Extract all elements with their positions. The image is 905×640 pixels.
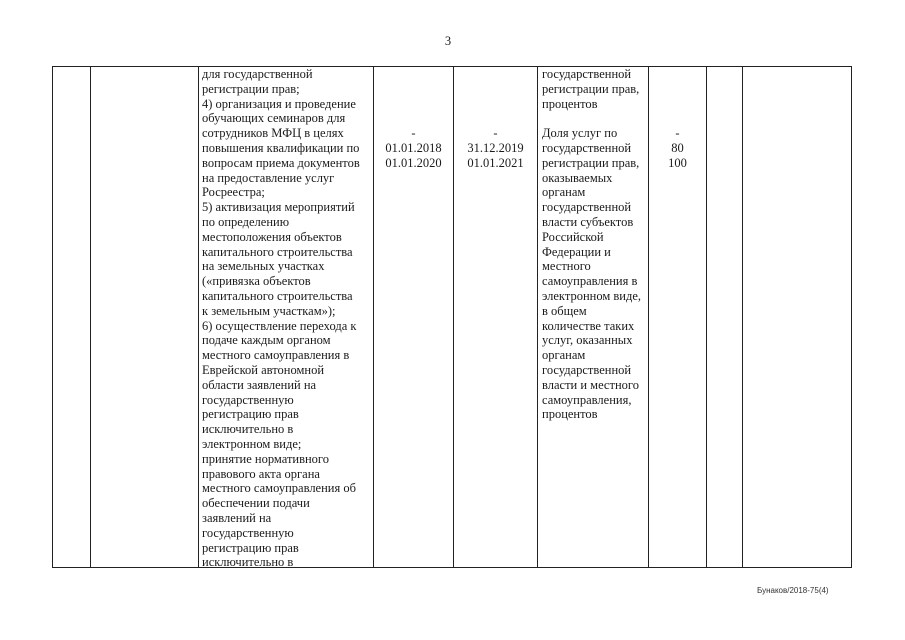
text-line: 4) организация и проведение — [202, 96, 356, 111]
text-line: Еврейской автономной — [202, 362, 325, 377]
text-line: в общем — [542, 303, 587, 318]
text-line: 100 — [668, 155, 687, 170]
cell-end-dates — [454, 67, 537, 171]
text-line: по определению — [202, 214, 290, 229]
text-line: на предоставление услуг — [202, 170, 335, 185]
text-line: 01.01.2018 — [385, 140, 442, 155]
text-line: власти и местного — [542, 377, 639, 392]
text-line: процентов — [542, 407, 598, 422]
text-line: («привязка объектов — [202, 274, 311, 289]
column-divider — [706, 67, 707, 567]
text-line: 31.12.2019 — [467, 140, 524, 155]
cell-measures — [199, 67, 373, 570]
text-line: капитального строительства — [202, 288, 353, 303]
text-line: органам — [542, 348, 586, 363]
text-line: вопросам приема документов — [202, 155, 360, 170]
text-line: 01.01.2020 — [385, 155, 442, 170]
text-line: - — [493, 126, 498, 141]
text-line: заявлений на — [202, 510, 272, 525]
text-line: области заявлений на — [202, 377, 317, 392]
text-line: регистрации прав, — [542, 81, 640, 96]
text-line: самоуправления в — [542, 274, 638, 289]
text-line: Российской — [542, 229, 604, 244]
cell-values — [649, 67, 706, 171]
cell-indicators — [538, 67, 648, 422]
text-line: электронном виде; — [202, 436, 302, 451]
text-line: исключительно в — [202, 555, 294, 570]
text-line: местного самоуправления об — [202, 481, 356, 496]
text-line: электронном виде, — [542, 288, 641, 303]
text-line: подаче каждым органом — [202, 333, 331, 348]
text-line: местоположения объектов — [202, 229, 342, 244]
text-line: правового акта органа — [202, 466, 320, 481]
text-line: 80 — [671, 140, 684, 155]
page-number: 3 — [444, 34, 452, 48]
text-line: - — [411, 126, 416, 141]
indicator-paragraph — [542, 67, 648, 111]
text-line: обучающих семинаров для — [202, 111, 346, 126]
text-line: 01.01.2021 — [467, 155, 524, 170]
text-line: исключительно в — [202, 422, 294, 437]
text-line: государственную — [202, 392, 294, 407]
text-line: к земельным участкам»); — [202, 303, 336, 318]
text-line: 5) активизация мероприятий — [202, 200, 355, 215]
indicator-paragraph — [542, 126, 648, 422]
text-line: процентов — [542, 96, 598, 111]
column-divider — [90, 67, 91, 567]
text-line: государственной — [542, 140, 632, 155]
text-line: Росреестра; — [202, 185, 265, 200]
text-line: государственной — [542, 362, 632, 377]
text-line: местного — [542, 259, 591, 274]
text-line: государственной — [542, 200, 632, 215]
text-line: услуг, оказанных — [542, 333, 633, 348]
text-line: регистрации прав, — [542, 155, 640, 170]
text-line: регистрации прав; — [202, 81, 300, 96]
cell-start-dates — [374, 67, 453, 171]
text-line: 6) осуществление перехода к — [202, 318, 357, 333]
text-line: количестве таких — [542, 318, 635, 333]
text-line: Доля услуг по — [542, 126, 618, 141]
text-line: самоуправления, — [542, 392, 632, 407]
text-line: государственную — [202, 525, 294, 540]
text-line: власти субъектов — [542, 214, 634, 229]
text-line: регистрацию прав — [202, 407, 299, 422]
text-line: регистрацию прав — [202, 540, 299, 555]
text-line: государственной — [542, 67, 632, 81]
text-line: принятие нормативного — [202, 451, 330, 466]
text-line: оказываемых — [542, 170, 613, 185]
text-line: на земельных участках — [202, 259, 325, 274]
text-line: повышения квалификации по — [202, 140, 360, 155]
table — [52, 66, 852, 568]
footer-reference: Бунаков/2018-75(4) — [757, 586, 829, 595]
text-line: - — [675, 126, 680, 141]
text-line: Федерации и — [542, 244, 611, 259]
text-line: обеспечении подачи — [202, 496, 310, 511]
text-line: сотрудников МФЦ в целях — [202, 126, 344, 141]
paragraph-gap — [542, 111, 648, 126]
column-divider — [742, 67, 743, 567]
text-line: органам — [542, 185, 586, 200]
text-line: для государственной — [202, 67, 313, 81]
text-line: капитального строительства — [202, 244, 353, 259]
text-line: местного самоуправления в — [202, 348, 350, 363]
